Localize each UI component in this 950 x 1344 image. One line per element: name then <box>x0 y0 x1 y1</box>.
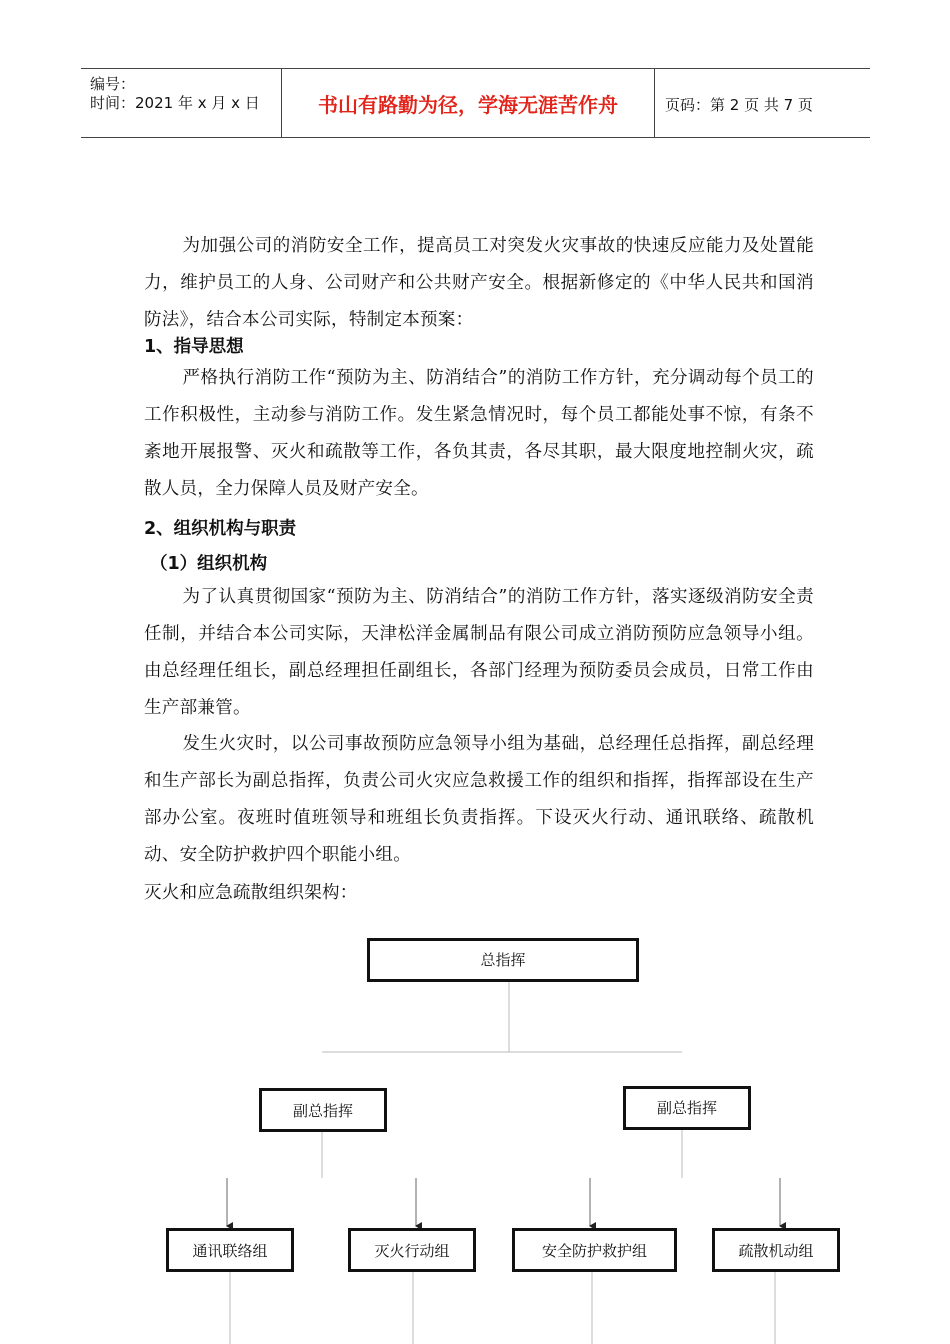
org-paragraph-1: 为了认真贯彻国家“预防为主、防消结合”的消防工作方针，落实逐级消防安全责任制，并结合本公司实际，天津松洋金属制品有限公司成立消防预防应急领导小组。由总经理任组长，副总经理担任副组长，各部门经理为预防委员会成员，日常工作由生产部兼管。 <box>144 587 814 718</box>
section1-heading: 1、指导思想 <box>144 337 244 357</box>
document-number-label: 编号： <box>90 75 136 93</box>
page-number: 页码：第 2 页 共 7 页 <box>665 96 813 114</box>
org-box-deputy-right: 副总指挥 <box>623 1086 751 1130</box>
section2-heading: 2、组织机构与职责 <box>144 519 297 539</box>
org-paragraph-2: 发生火灾时，以公司事故预防应急领导小组为基础，总经理任总指挥，副总经理和生产部长为副总指挥，负责公司火灾应急救援工作的组织和指挥，指挥部设在生产部办公室。夜班时值班领导和班组长负责指挥。下设灭火行动、通讯联络、疏散机动、安全防护救护四个职能小组。 <box>144 734 814 865</box>
document-date: 时间：2021 年 x 月 x 日 <box>90 94 260 112</box>
intro-paragraph: 为加强公司的消防安全工作，提高员工对突发火灾事故的快速反应能力及处置能力，维护员工的人身、公司财产和公共财产安全。根据新修定的《中华人民共和国消防法》，结合本公司实际，特制定本预案： <box>144 236 814 330</box>
org-box-group-evacuation: 疏散机动组 <box>712 1228 840 1272</box>
section1-paragraph: 严格执行消防工作“预防为主、防消结合”的消防工作方针，充分调动每个员工的工作积极性，主动参与消防工作。发生紧急情况时，每个员工都能处事不惊，有条不紊地开展报警、灭火和疏散等工作，各负其责，各尽其职，最大限度地控制火灾，疏散人员，全力保障人员及财产安全。 <box>144 368 814 499</box>
org-box-group-communication: 通讯联络组 <box>166 1228 294 1272</box>
org-box-deputy-left: 副总指挥 <box>259 1088 387 1132</box>
header-motto: 书山有路勤为径，学海无涯苦作舟 <box>282 69 655 137</box>
org-box-group-firefighting: 灭火行动组 <box>348 1228 476 1272</box>
section2-subheading: （1）组织机构 <box>150 554 268 574</box>
org-box-commander: 总指挥 <box>367 938 639 982</box>
org-box-group-safety-rescue: 安全防护救护组 <box>512 1228 677 1272</box>
chart-caption: 灭火和应急疏散组织架构： <box>144 883 358 903</box>
